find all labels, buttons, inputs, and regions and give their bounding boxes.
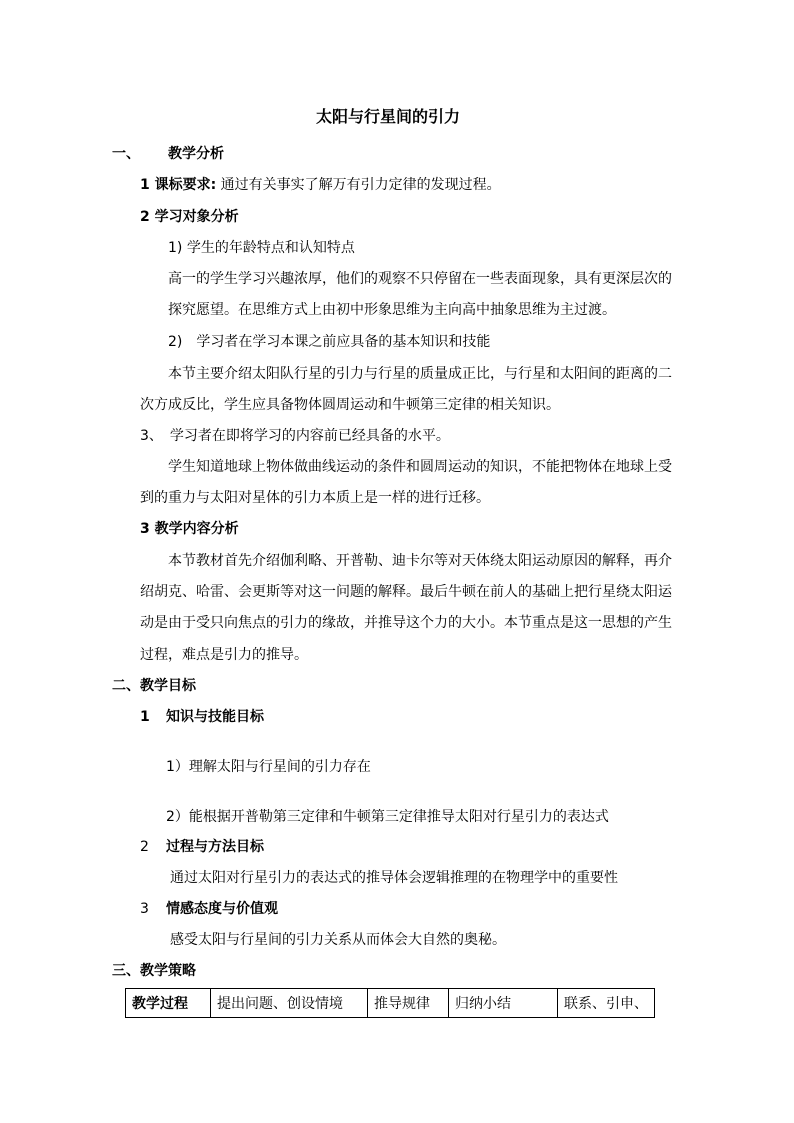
goal1-heading: 知识与技能目标	[166, 709, 264, 725]
table-cell-derive: 推导规律	[368, 989, 449, 1018]
content-analysis-line4: 过程，难点是引力的推导。	[140, 647, 308, 663]
curriculum-requirement	[140, 176, 501, 194]
content-analysis-line2: 绍胡克、哈雷、会更斯等对这一问题的解释。最后牛顿在前人的基础上把行星绕太阳运	[140, 584, 672, 600]
learner-sub1-line1: 高一的学生学习兴趣浓厚，他们的观察不只停留在一些表面现象，具有更深层次的	[168, 271, 672, 287]
learner-sub2-line1: 本节主要介绍太阳队行星的引力与行星的质量成正比，与行星和太阳间的距离的二	[168, 366, 672, 382]
curriculum-requirement-text: 通过有关事实了解万有引力定律的发现过程。	[220, 177, 501, 193]
section3-heading: 三、教学策略	[112, 963, 196, 979]
goal2-number: 2	[140, 839, 149, 855]
table-cell-question: 提出问题、创设情境	[211, 989, 368, 1018]
goal2-text: 通过太阳对行星引力的表达式的推导体会逻辑推理的在物理学中的重要性	[170, 870, 618, 886]
content-analysis-heading: 3 教学内容分析	[140, 521, 239, 537]
goal3-number: 3	[140, 901, 149, 917]
learner-analysis-heading: 2 学习对象分析	[140, 209, 239, 225]
goal3-text: 感受太阳与行星间的引力关系从而体会大自然的奥秘。	[170, 932, 506, 948]
goal1-number: 1	[140, 709, 150, 725]
table-cell-summary: 归纳小结	[449, 989, 558, 1018]
curriculum-requirement-label: 1 课标要求:	[140, 177, 217, 193]
section1-number: 一、	[112, 146, 140, 162]
learner-sub3-line2: 到的重力与太阳对星体的引力本质上是一样的进行迁移。	[140, 490, 490, 506]
table-cell-extend: 联系、引申、	[558, 989, 655, 1018]
goal3-heading: 情感态度与价值观	[166, 901, 278, 917]
learner-sub1-label: 1) 学生的年龄特点和认知特点	[168, 240, 355, 256]
strategy-table	[125, 988, 655, 1018]
document-title: 太阳与行星间的引力	[316, 107, 461, 126]
learner-sub1-line2: 探究愿望。在思维方式上由初中形象思维为主向高中抽象思维为主过渡。	[168, 302, 616, 318]
learner-sub3-label: 3、 学习者在即将学习的内容前已经具备的水平。	[140, 428, 450, 444]
goal1-item1: 1）理解太阳与行星间的引力存在	[166, 759, 371, 775]
table-cell-process: 教学过程	[126, 989, 211, 1018]
learner-sub2-line2: 次方成反比，学生应具备物体圆周运动和牛顿第三定律的相关知识。	[140, 397, 560, 413]
content-analysis-line1: 本节教材首先介绍伽利略、开普勒、迪卡尔等对天体绕太阳运动原因的解释，再介	[168, 553, 672, 569]
table-row	[126, 989, 655, 1018]
learner-sub3-line1: 学生知道地球上物体做曲线运动的条件和圆周运动的知识，不能把物体在地球上受	[168, 459, 672, 475]
goal2-heading: 过程与方法目标	[166, 839, 264, 855]
section2-heading: 二、教学目标	[112, 678, 196, 694]
learner-sub2-label: 2) 学习者在学习本课之前应具备的基本知识和技能	[168, 334, 491, 350]
section1-heading: 教学分析	[168, 146, 224, 162]
content-analysis-line3: 动是由于受只向焦点的引力的缘故，并推导这个力的大小。本节重点是这一思想的产生	[140, 615, 672, 631]
goal1-item2: 2）能根据开普勒第三定律和牛顿第三定律推导太阳对行星引力的表达式	[166, 809, 609, 825]
